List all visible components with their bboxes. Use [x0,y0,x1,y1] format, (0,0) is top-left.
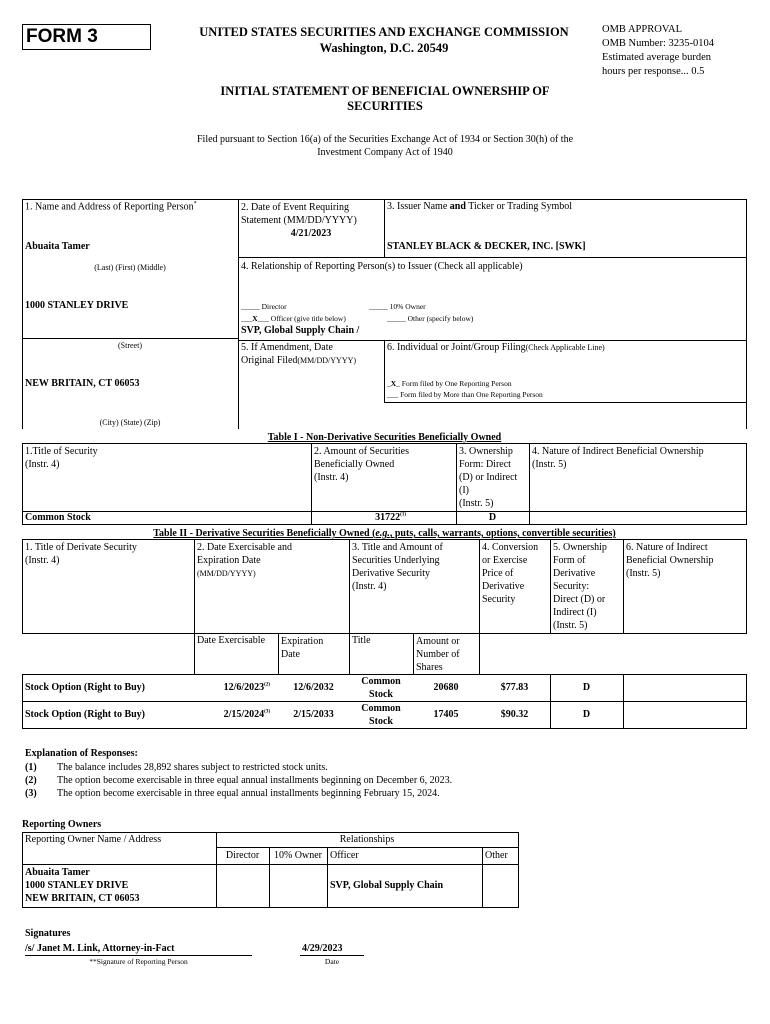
box1-marker: * [193,201,197,207]
form-title-2: SECURITIES [347,99,423,113]
table2-col6-header: 6. Nature of Indirect Beneficial Ownership (Instr. 5) [626,542,714,579]
table2-row2-form: D [582,709,591,720]
table2-sub-expiration: Expiration Date [281,636,324,660]
owners-title: Reporting Owners [22,819,102,830]
owners-col-other: Other [485,850,508,861]
table2-row1-amount: 20680 [433,682,459,693]
city-caption: (City) (State) (Zip) [99,418,161,427]
explanation-item: (1) The balance includes 28,892 shares subject to restricted stock units. [25,762,328,773]
officer-checkbox[interactable]: ___X___ Officer (give title below) [241,314,346,323]
explanation-list [25,761,452,800]
explanation-title: Explanation of Responses: [25,748,138,759]
filed-pursuant-2: Investment Company Act of 1940 [317,147,453,158]
table2-row2-amount: 17405 [433,709,459,720]
ten-pct-owner-checkbox[interactable]: _____ 10% Owner [369,302,426,311]
form-label: FORM 3 [26,26,98,47]
signature-date: 4/29/2023 [302,943,343,954]
event-date: 4/21/2023 [290,228,332,239]
street-caption: (Street) [118,341,142,350]
table2-row2-expiration: 2/15/2033 [293,709,334,720]
table2-row1-price: $77.83 [500,682,529,693]
multiple-reporting-persons-checkbox[interactable]: ___ Form filed by More than One Reporting Person [387,390,543,399]
table1-col1-header: 1.Title of Security (Instr. 4) [25,446,98,470]
table2-row1-form: D [582,682,591,693]
signatures-title: Signatures [25,928,71,939]
reporting-person-city: NEW BRITAIN, CT 06053 [25,378,140,389]
reporting-person-street: 1000 STANLEY DRIVE [25,300,129,311]
table2-sub-title: Title [352,635,371,646]
owners-col-director: Director [225,850,260,861]
table2-sub-exercisable: Date Exercisable [197,635,266,646]
agency-name: UNITED STATES SECURITIES AND EXCHANGE COMMISSION [199,25,569,39]
table1-col4-header: 4. Nature of Indirect Beneficial Ownership (Instr. 5) [532,446,704,470]
omb-burden-2: hours per response... 0.5 [602,66,705,77]
signature-date-caption: Date [324,957,340,966]
table1-col2-header: 2. Amount of Securities Beneficially Owned (Instr. 4) [314,446,409,483]
box4-label: 4. Relationship of Reporting Person(s) to Issuer (Check all applicable) [241,261,523,272]
box6-label: 6. Individual or Joint/Group Filing(Check Applicable Line) [387,342,605,353]
table2-row1-title: Stock Option (Right to Buy) [25,682,146,693]
owners-col-ten-pct: 10% Owner [273,850,323,861]
name-caption: (Last) (First) (Middle) [94,263,166,272]
signer-caption: **Signature of Reporting Person [89,957,188,966]
owner-officer-title: SVP, Global Supply Chain [330,880,444,891]
table1-row-form: D [488,512,497,523]
form-label-box [22,24,151,50]
explanation-item: (2) The option become exercisable in three equal annual installments beginning on December 6, 2023. [25,775,453,786]
omb-box [602,23,752,79]
table2-sub-amount: Amount or Number of Shares [416,636,460,673]
table1-row-amount: 31722$^{(1)}$ [375,512,406,523]
omb-title: OMB APPROVAL [602,24,683,35]
table2-row1-exercisable: 12/6/2023$^{(2)}$ [223,682,270,693]
form-title-1: INITIAL STATEMENT OF BENEFICIAL OWNERSHIP OF [220,84,550,98]
owners-col-relationships: Relationships [339,834,395,845]
omb-number: OMB Number: 3235-0104 [602,38,714,49]
table2-row2-price: $90.32 [500,709,529,720]
table2-col4-header: 4. Conversion or Exercise Price of Derivative Security [482,542,539,605]
table2-row2-title: Stock Option (Right to Buy) [25,709,146,720]
box2-label: 2. Date of Event Requiring Statement (MM/DD/YYYY) [241,202,357,226]
filed-pursuant-1: Filed pursuant to Section 16(a) of the Securities Exchange Act of 1934 or Section 30(h) of the [196,134,574,145]
table1-col3-header: 3. Ownership Form: Direct (D) or Indirect (I) (Instr. 5) [459,446,518,509]
table2-row1-expiration: 12/6/2032 [293,682,334,693]
table2-col5-header: 5. Ownership Form of Derivative Security: Direct (D) or Indirect (I) (Instr. 5) [553,542,607,631]
director-checkbox[interactable]: _____ Director [241,302,287,311]
table2-row2-exercisable: 2/15/2024$^{(3)}$ [223,709,270,720]
agency-location: Washington, D.C. 20549 [319,41,449,55]
table1-row-title: Common Stock [25,512,91,523]
one-reporting-person-checkbox[interactable]: _X_ Form filed by One Reporting Person [387,379,512,388]
explanation-item: (3) The option become exercisable in three equal annual installments beginning February 15, 2024. [25,788,440,799]
officer-title: SVP, Global Supply Chain / [241,325,360,336]
table2-col1-header: 1. Title of Derivate Security (Instr. 4) [25,542,137,566]
issuer-name: STANLEY BLACK & DECKER, INC. [SWK] [387,241,586,252]
signer-name: /s/ Janet M. Link, Attorney-in-Fact [25,943,175,954]
table2-title: Table II - Derivative Securities Beneficially Owned (e.g., puts, calls, warrants, options, convertible securities) [153,528,616,539]
other-checkbox[interactable]: _____ Other (specify below) [387,314,474,323]
box5-label: 5. If Amendment, Date Original Filed(MM/DD/YYYY) [241,342,357,366]
owners-col-officer: Officer [330,850,359,861]
table2-row2-underlying-title: Common Stock [361,703,401,727]
reporting-person-name: Abuaita Tamer [25,241,90,252]
owners-col-name: Reporting Owner Name / Address [25,834,162,845]
table2-row1-underlying-title: Common Stock [361,676,401,700]
table1-title: Table I - Non-Derivative Securities Beneficially Owned [267,432,502,443]
box3-label: 3. Issuer Name and Ticker or Trading Symbol [387,201,573,212]
table2-col2-header: 2. Date Exercisable and Expiration Date (MM/DD/YYYY) [197,542,292,578]
box1-label: 1. Name and Address of Reporting Person* [25,201,197,213]
table2-col3-header: 3. Title and Amount of Securities Underlying Derivative Security (Instr. 4) [352,542,443,592]
owner-address: Abuaita Tamer 1000 STANLEY DRIVE NEW BRITAIN, CT 06053 [25,867,140,904]
omb-burden-1: Estimated average burden [602,52,712,63]
